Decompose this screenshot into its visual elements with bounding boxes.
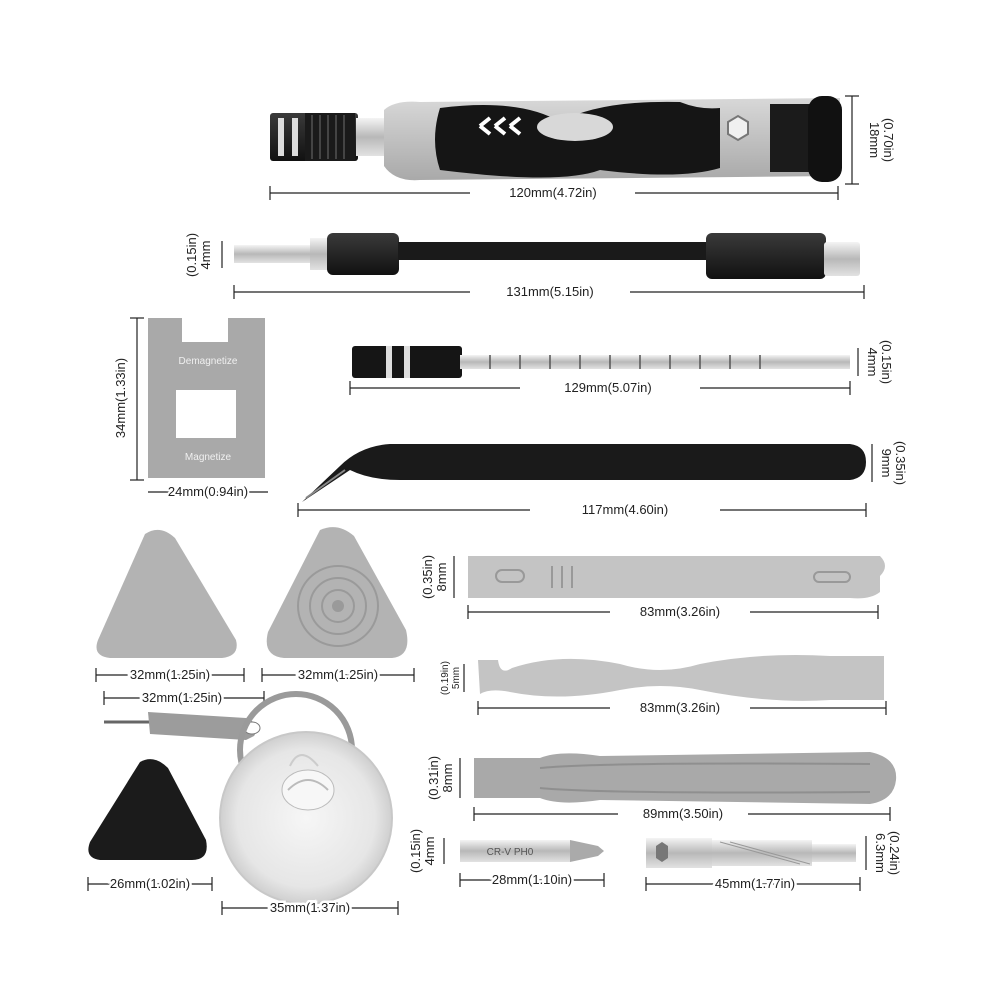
pick-suction-size: 32mm(1.25in) <box>297 667 379 682</box>
short-bit <box>460 840 604 862</box>
spudger-3-width-in: (0.31in) <box>426 755 441 801</box>
triangle-pick-black <box>88 759 206 860</box>
adapter-width-in: (0.24in) <box>887 830 902 876</box>
suction-cup <box>220 694 392 904</box>
pick-black-size: 26mm(1.02in) <box>109 876 191 891</box>
tweezers-length: 117mm(4.60in) <box>581 502 669 517</box>
dimension-pick-black <box>88 876 212 891</box>
short-bit-width-in: (0.15in) <box>408 828 423 874</box>
spudger-3-width-mm: 8mm <box>440 763 455 793</box>
magnetize-text: Magnetize <box>184 452 232 463</box>
screwdriver-diameter-mm: 18mm <box>867 121 882 159</box>
screwdriver-diameter-in: (0.70in) <box>881 117 896 163</box>
screwdriver-length-label: 120mm(4.72in) <box>509 185 597 200</box>
short-bit-width-mm: 4mm <box>422 836 437 866</box>
spudger-3-length: 89mm(3.50in) <box>642 806 724 821</box>
extension-shaft <box>234 233 860 279</box>
tweezers <box>302 444 866 502</box>
triangle-pick-plain <box>97 530 237 658</box>
long-bit-tip-mm: 4mm <box>865 347 880 377</box>
extension-length-label: 131mm(5.15in) <box>506 284 594 299</box>
spudger-1-length: 83mm(3.26in) <box>639 604 721 619</box>
spudger-2-width-mm: 5mm <box>451 666 462 690</box>
long-bit <box>352 346 850 378</box>
spudger-2-length: 83mm(3.26in) <box>639 700 721 715</box>
spudger-flat <box>468 556 885 598</box>
adapter-length: 45mm(1.77in) <box>714 876 796 891</box>
dimension-sim-pin <box>104 690 264 705</box>
dimension-suction-cup <box>222 900 398 915</box>
tweezers-width-in: (0.35in) <box>893 440 908 486</box>
suction-cup-size: 35mm(1.37in) <box>269 900 351 915</box>
extension-tip-in: (0.15in) <box>184 232 199 278</box>
precision-screwdriver <box>270 96 842 182</box>
bit-adapter <box>646 838 856 868</box>
spudger-2-width-in: (0.19in) <box>440 661 451 695</box>
spudger-1-width-mm: 8mm <box>434 562 449 592</box>
sim-pin-length: 32mm(1.25in) <box>141 690 223 705</box>
spudger-bent <box>478 655 884 701</box>
short-bit-engraving: CR-V PH0 <box>486 847 534 858</box>
dimension-pick-suction <box>262 667 414 682</box>
triangle-pick-suction <box>267 527 408 658</box>
adapter-width-mm: 6.3mm <box>873 833 888 873</box>
dimension-pick-plain <box>96 667 244 682</box>
pick-plain-size: 32mm(1.25in) <box>129 667 211 682</box>
magnetizer-height: 34mm(1.33in) <box>113 357 128 439</box>
spudger-1-width-in: (0.35in) <box>420 554 435 600</box>
sim-eject-pin <box>104 712 260 740</box>
spudger-wide <box>474 752 896 804</box>
extension-tip-mm: 4mm <box>198 240 213 270</box>
magnetizer-block <box>148 318 265 478</box>
tweezers-width-mm: 9mm <box>879 448 894 478</box>
demagnetize-text: Demagnetize <box>178 356 238 367</box>
magnetizer-width: 24mm(0.94in) <box>167 484 249 499</box>
long-bit-tip-in: (0.15in) <box>879 339 894 385</box>
long-bit-length: 129mm(5.07in) <box>564 380 652 395</box>
short-bit-length: 28mm(1.10in) <box>491 872 573 887</box>
